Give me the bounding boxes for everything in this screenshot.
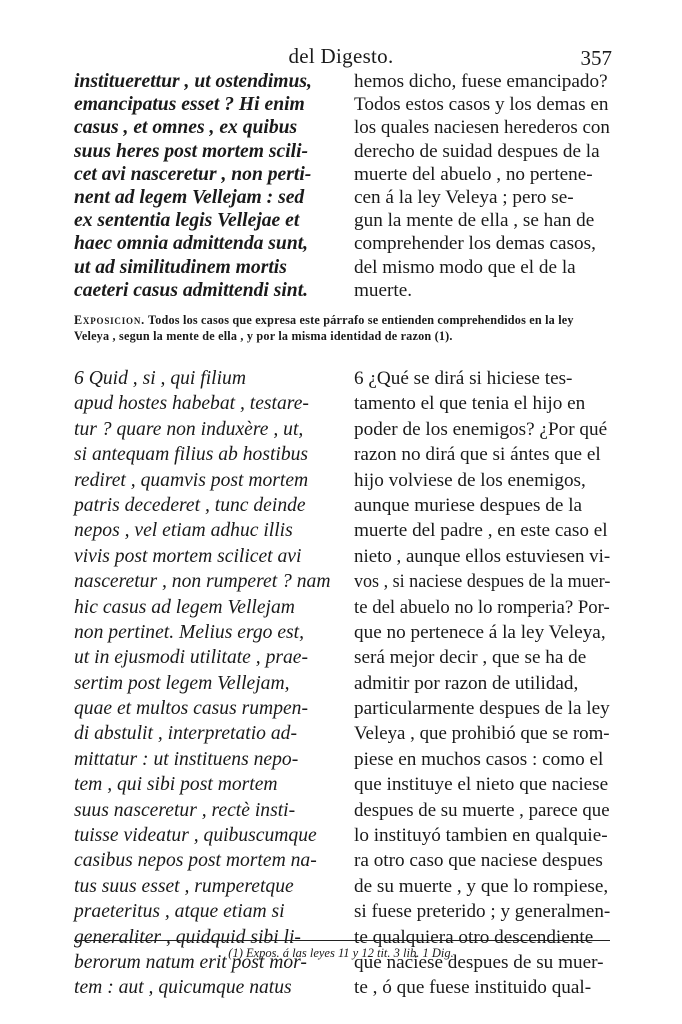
- spanish-line: razon no dirá que si ántes que el: [354, 444, 601, 466]
- latin-line: tuisse videatur , quibuscumque: [74, 825, 317, 847]
- spanish-line: derecho de suidad despues de la: [354, 140, 600, 162]
- footnote-divider: [74, 940, 610, 941]
- spanish-line: muerte del abuelo , no pertene-: [354, 163, 593, 185]
- latin-line: praeteritus , atque etiam si: [74, 901, 285, 923]
- spanish-line: los quales naciesen herederos con: [354, 117, 610, 139]
- spanish-line: será mejor decir , que se ha de: [354, 647, 587, 669]
- spanish-line: del mismo modo que el de la: [354, 256, 576, 278]
- spanish-line: hemos dicho, fuese emancipado?: [354, 71, 608, 92]
- latin-line: suus nasceretur , rectè insti-: [74, 799, 296, 821]
- spanish-line: que naciese despues de su muer-: [354, 951, 604, 973]
- page-number: 357: [580, 46, 612, 70]
- latin-line: casus , et omnes , ex quibus: [74, 117, 298, 139]
- latin-line: tem , qui sibi post mortem: [74, 774, 278, 796]
- latin-line: hic casus ad legem Vellejam: [74, 596, 295, 618]
- exposicion-label: Exposicion.: [74, 313, 145, 327]
- latin-line: quae et multos casus rumpen-: [74, 698, 309, 720]
- latin-line: instituerettur , ut ostendimus,: [74, 71, 312, 92]
- exposicion-text: Todos los casos que expresa este párrafo se entienden comprehendidos en la ley Veleya , segun la mente de ella , y por la misma identidad de razon (1).: [74, 313, 574, 343]
- spanish-line: ra otro caso que naciese despues: [354, 850, 603, 872]
- spanish-line: vos , si naciese despues de la muer-: [354, 571, 611, 593]
- spanish-line: despues de su muerte , parece que: [354, 799, 610, 821]
- latin-line: apud hostes habebat , testare-: [74, 393, 309, 415]
- spanish-line: 6 ¿Qué se dirá si hiciese tes-: [354, 368, 573, 389]
- latin-line: suus heres post mortem scili-: [74, 140, 309, 162]
- latin-line: nepos , vel etiam adhuc illis: [74, 520, 293, 542]
- running-header-title: del Digesto.: [288, 44, 394, 68]
- exposicion-note: [74, 312, 610, 344]
- spanish-line: aunque muriese despues de la: [354, 494, 583, 516]
- latin-line: si antequam filius ab hostibus: [74, 444, 309, 466]
- latin-line: ex sententia legis Vellejae et: [74, 210, 300, 232]
- spanish-line: nieto , aunque ellos estuviesen vi-: [354, 545, 611, 567]
- spanish-line: gun la mente de ella , se han de: [354, 210, 595, 232]
- latin-line: ut in ejusmodi utilitate , prae-: [74, 647, 309, 669]
- spanish-line: tamento el que tenia el hijo en: [354, 393, 586, 415]
- latin-line: tur ? quare non induxère , ut,: [74, 418, 304, 440]
- footnote: (1) Expos. á las leyes 11 y 12 tit. 3 lib. 1 Dig.: [228, 946, 454, 960]
- spanish-line: poder de los enemigos? ¿Por qué: [354, 418, 608, 440]
- latin-line: ut ad similitudinem mortis: [74, 256, 287, 278]
- spanish-column-top: [354, 70, 610, 302]
- spanish-line: si fuese preterido ; y generalmen-: [354, 901, 611, 923]
- latin-line: rediret , quamvis post mortem: [74, 469, 309, 491]
- spanish-line: piese en muchos casos : como el: [354, 748, 604, 770]
- latin-line: di abstulit , interpretatio ad-: [74, 723, 297, 745]
- latin-line: mittatur : ut instituens nepo-: [74, 748, 299, 770]
- spanish-line: muerte del padre , en este caso el: [354, 520, 608, 542]
- latin-line: emancipatus esset ? Hi enim: [74, 94, 305, 116]
- spanish-line: te , ó que fuese instituido qual-: [354, 977, 592, 999]
- latin-line: nasceretur , non rumperet ? nam: [74, 571, 331, 593]
- spanish-line: que instituye el nieto que naciese: [354, 774, 609, 796]
- spanish-line: que no pertenece á la ley Veleya,: [354, 621, 606, 643]
- latin-line: generaliter , quidquid sibi li-: [74, 926, 301, 948]
- spanish-line: cen á la ley Veleya ; pero se-: [354, 186, 574, 208]
- latin-line: tus suus esset , rumperetque: [74, 875, 294, 897]
- spanish-line: hijo volviese de los enemigos,: [354, 469, 586, 491]
- latin-line: vivis post mortem scilicet avi: [74, 545, 302, 567]
- spanish-line: particularmente despues de la ley: [354, 698, 610, 720]
- latin-line: 6 Quid , si , qui filium: [74, 368, 247, 389]
- latin-line: sertim post legem Vellejam,: [74, 672, 290, 694]
- spanish-line: lo instituyó tambien en qualquie-: [354, 825, 608, 847]
- latin-line: haec omnia admittenda sunt,: [74, 233, 309, 255]
- spanish-line: admitir por razon de utilidad,: [354, 672, 579, 694]
- latin-line: berorum natum erit post mor-: [74, 951, 307, 973]
- latin-line: non pertinet. Melius ergo est,: [74, 621, 305, 643]
- spanish-line: Todos estos casos y los demas en: [354, 94, 609, 116]
- latin-line: nent ad legem Vellejam : sed: [74, 186, 305, 208]
- spanish-line: te del abuelo no lo romperia? Por-: [354, 596, 610, 618]
- latin-column-section-6: [74, 366, 336, 1001]
- spanish-column-section-6: [354, 366, 610, 1001]
- latin-line: caeteri casus admittendi sint.: [74, 279, 309, 301]
- latin-line: tem : aut , quicumque natus: [74, 977, 292, 999]
- latin-line: patris decederet , tunc deinde: [74, 494, 306, 516]
- spanish-line: muerte.: [354, 279, 413, 301]
- spanish-line: de su muerte , y que lo rompiese,: [354, 875, 609, 897]
- latin-line: casibus nepos post mortem na-: [74, 850, 317, 872]
- latin-line: cet avi nasceretur , non perti-: [74, 163, 312, 185]
- latin-column-top: [74, 70, 336, 302]
- spanish-line: te qualquiera otro descendiente: [354, 926, 594, 948]
- spanish-line: comprehender los demas casos,: [354, 233, 596, 255]
- spanish-line: Veleya , que prohibió que se rom-: [354, 723, 610, 745]
